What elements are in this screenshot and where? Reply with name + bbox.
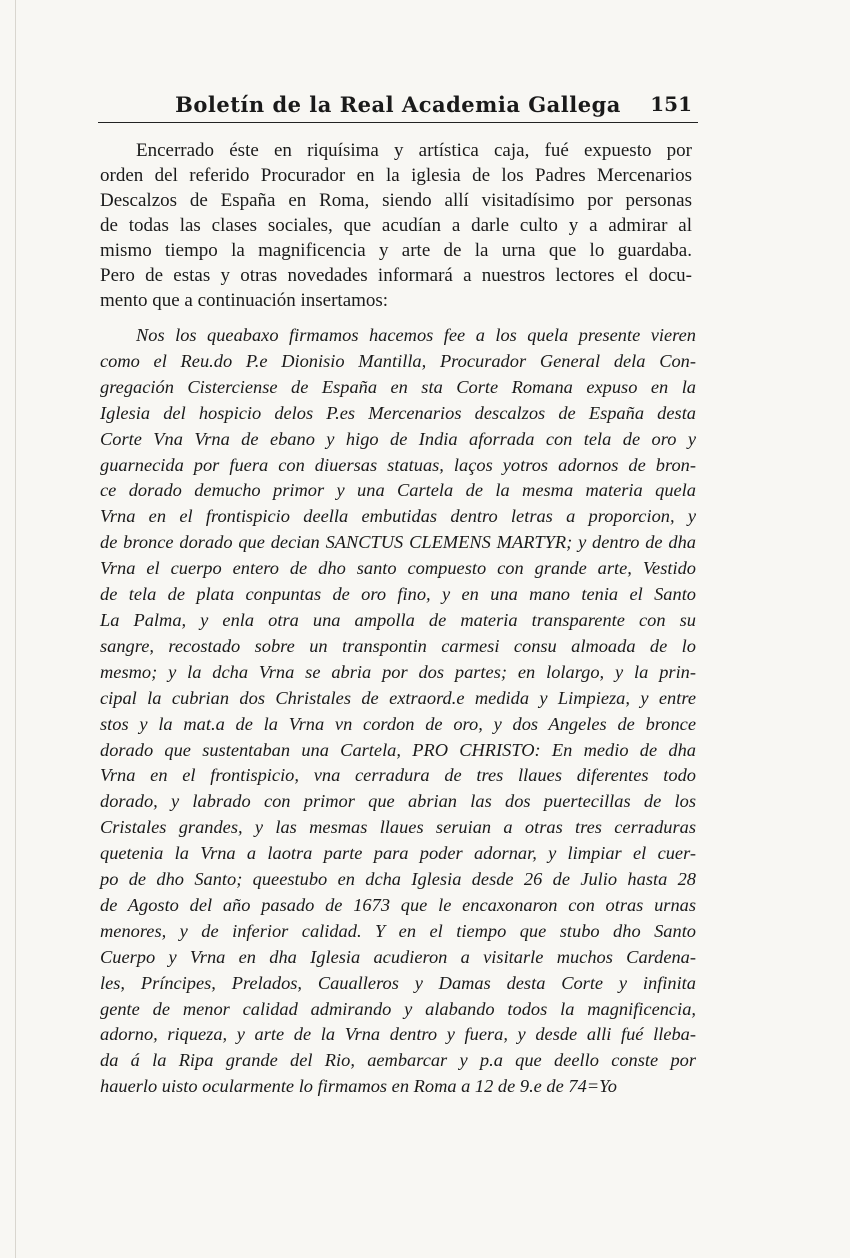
intro-line: mismo tiempo la magnificencia y arte de la urna que lo guardaba.: [100, 240, 692, 261]
document-line: Iglesia del hospicio delos P.es Mercenarios descalzos de España desta: [100, 402, 696, 423]
document-line: quetenia la Vrna a laotra parte para poder adornar, y limpiar el cuer-: [100, 843, 696, 864]
document-line: como el Reu.do P.e Dionisio Mantilla, Procurador General dela Con-: [100, 350, 696, 371]
running-header: [98, 88, 698, 123]
document-line: da á la Ripa grande del Rio, aembarcar y p.a que deello conste por: [100, 1050, 696, 1071]
intro-line: de todas las clases sociales, que acudían a darle culto y a admirar al: [100, 215, 692, 236]
document-line: gregación Cisterciense de España en sta Corte Romana expuso en la: [100, 376, 696, 397]
journal-title: Boletín de la Real Academia Gallega: [175, 92, 621, 117]
document-line: Cuerpo y Vrna en dha Iglesia acudieron a visitarle muchos Cardena-: [100, 946, 696, 967]
document-line: dorado, y labrado con primor que abrian las dos puertecillas de los: [100, 791, 696, 812]
intro-paragraph: [100, 138, 692, 313]
document-line: de Agosto del año pasado de 1673 que le encaxonaron con otras urnas: [100, 894, 696, 915]
document-line: sangre, recostado sobre un transpontin carmesi consu almoada de lo: [100, 635, 696, 656]
page-edge-rule: [15, 0, 16, 1258]
document-line: hauerlo uisto ocularmente lo firmamos en Roma a 12 de 9.e de 74=Yo: [100, 1076, 617, 1097]
document-line: Nos los queabaxo firmamos hacemos fee a los quela presente vieren: [136, 325, 696, 345]
document-line: gente de menor calidad admirando y alabando todos la magnificencia,: [100, 998, 696, 1019]
document-line: Vrna en el frontispicio, vna cerradura de tres llaues diferentes todo: [100, 765, 696, 786]
document-line: Cristales grandes, y las mesmas llaues seruian a otras tres cerraduras: [100, 817, 696, 838]
document-line: dorado que sustentaban una Cartela, PRO CHRISTO: En medio de dha: [100, 739, 696, 760]
intro-line: Encerrado éste en riquísima y artística caja, fué expuesto por: [136, 140, 692, 161]
document-line: mesmo; y la dcha Vrna se abria por dos partes; en lolargo, y la prin-: [100, 661, 696, 682]
document-line: Vrna en el frontispicio deella embutidas dentro letras a proporcion, y: [100, 506, 696, 527]
document-line: adorno, riqueza, y arte de la Vrna dentro y fuera, y desde alli fué lleba-: [100, 1024, 696, 1045]
page-number: 151: [650, 92, 692, 116]
document-line: guarnecida por fuera con diuersas statuas, laços yotros adornos de bron-: [100, 454, 696, 475]
document-line: de bronce dorado que decian SANCTUS CLEMENS MARTYR; y dentro de dha: [100, 532, 696, 553]
document-line: Vrna el cuerpo entero de dho santo compuesto con grande arte, Vestido: [100, 558, 696, 579]
intro-line: orden del referido Procurador en la iglesia de los Padres Mercenarios: [100, 165, 692, 186]
document-line: cipal la cubrian dos Christales de extraord.e medida y Limpieza, y entre: [100, 687, 696, 708]
document-line: de tela de plata conpuntas de oro fino, y en una mano tenia el Santo: [100, 584, 696, 605]
intro-line: Pero de estas y otras novedades informará a nuestros lectores el docu-: [100, 265, 692, 286]
document-line: po de dho Santo; queestubo en dcha Iglesia desde 26 de Julio hasta 28: [100, 869, 696, 890]
document-line: stos y la mat.a de la Vrna vn cordon de oro, y dos Angeles de bronce: [100, 713, 696, 734]
document-line: menores, y de inferior calidad. Y en el tiempo que stubo dho Santo: [100, 920, 696, 941]
intro-line: mento que a continuación insertamos:: [100, 290, 389, 311]
document-line: Corte Vna Vrna de ebano y higo de India aforrada con tela de oro y: [100, 428, 696, 449]
document-line: ce dorado demucho primor y una Cartela de la mesma materia quela: [100, 480, 696, 501]
intro-line: Descalzos de España en Roma, siendo allí visitadísimo por personas: [100, 190, 692, 211]
quoted-document: [100, 323, 696, 1100]
document-line: La Palma, y enla otra una ampolla de materia transparente con su: [100, 609, 696, 630]
document-line: les, Príncipes, Prelados, Caualleros y Damas desta Corte y infinita: [100, 972, 696, 993]
